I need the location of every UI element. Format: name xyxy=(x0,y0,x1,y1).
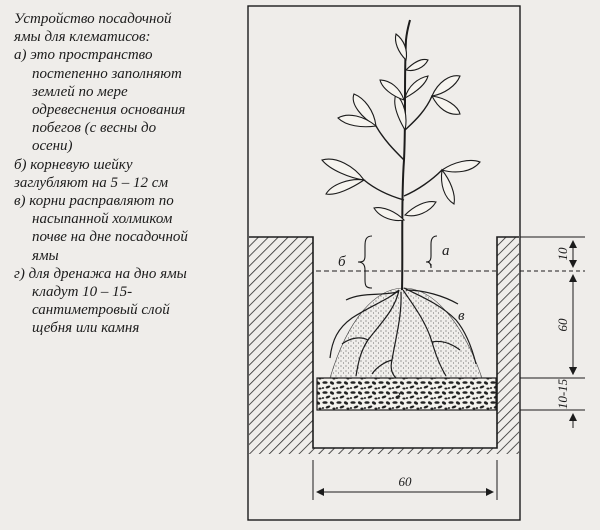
caption-line: одревеснения основания xyxy=(32,102,186,119)
caption-line: щебня или камня xyxy=(32,320,140,337)
caption-line: сантиметровый слой xyxy=(32,302,170,319)
dim-drainage: 10-15 xyxy=(555,378,570,410)
drainage-layer xyxy=(317,378,496,410)
dimension-lines xyxy=(520,237,585,428)
caption-title-line: ямы для клематисов: xyxy=(14,29,151,46)
plant-branch xyxy=(405,96,432,130)
caption-item-v xyxy=(14,192,246,265)
caption-line: г) для дренажа на дно ямы xyxy=(14,265,187,282)
dim-top-offset: 10 xyxy=(555,247,570,261)
caption-line: ямы xyxy=(32,247,59,264)
plant-branch xyxy=(404,170,442,196)
planting-pit-diagram xyxy=(246,0,600,530)
caption-item-b xyxy=(14,156,246,192)
caption-line: в) корни расправляют по xyxy=(14,193,174,210)
soil-mound xyxy=(330,288,482,378)
caption-line: насыпанной холмиком xyxy=(32,211,173,228)
caption-line: постепенно заполняют xyxy=(32,65,182,82)
plant-leaves xyxy=(322,34,480,221)
plant-branch xyxy=(376,126,404,160)
diagram-svg xyxy=(246,0,600,530)
caption-title-line: Устройство посадочной xyxy=(14,11,172,27)
bracket-b xyxy=(358,236,372,288)
caption-title xyxy=(14,10,246,46)
caption-line: землей по мере xyxy=(32,83,128,100)
plant-branch xyxy=(364,180,404,200)
caption-line: заглубляют на 5 – 12 см xyxy=(14,174,169,191)
label-a: а xyxy=(442,243,450,259)
caption-item-g xyxy=(14,265,246,338)
caption-line: а) это пространство xyxy=(14,47,153,64)
caption-item-a xyxy=(14,46,246,155)
label-b: б xyxy=(338,254,346,270)
label-g: г xyxy=(395,388,401,403)
caption-line: кладут 10 – 15- xyxy=(32,284,133,301)
caption-line: осени) xyxy=(32,138,73,155)
caption xyxy=(14,10,246,338)
label-v: в xyxy=(458,308,465,324)
dim-depth: 60 xyxy=(555,318,570,332)
bracket-a xyxy=(426,236,437,268)
caption-line: почве на дне посадочной xyxy=(32,229,188,246)
caption-line: побегов (с весны до xyxy=(32,120,157,137)
dim-width: 60 xyxy=(398,474,412,489)
caption-line: б) корневую шейку xyxy=(14,156,133,173)
